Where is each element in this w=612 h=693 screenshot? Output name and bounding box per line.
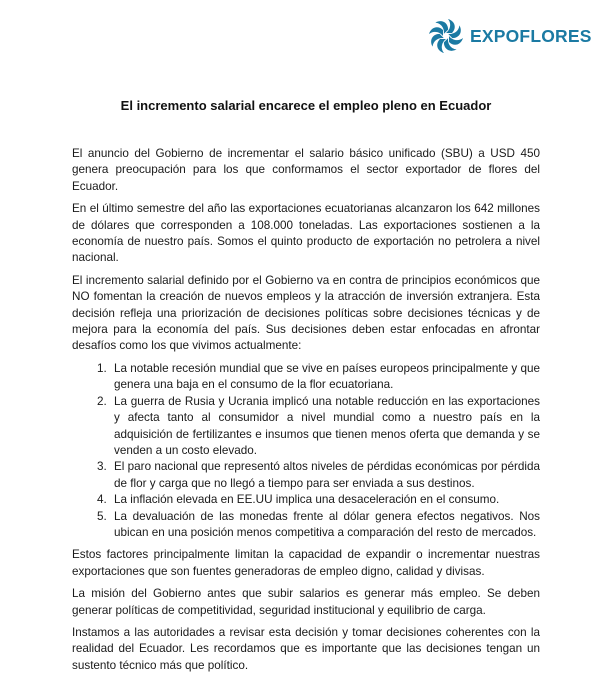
flower-swirl-logo-icon [426,16,466,56]
document-title: El incremento salarial encarece el empleo pleno en Ecuador [120,98,492,113]
list-item: 4. La inflación elevada en EE.UU implica una desaceleración en el consumo. [110,492,540,508]
paragraph: Instamos a las autoridades a revisar esta decisión y tomar decisiones coherentes con la realidad del Ecuador. Les recordamos que es importante que las decisiones tengan un sustento técnico más que político. [72,625,540,672]
paragraph: El incremento salarial definido por el Gobierno va en contra de principios económicos que NO fomentan la creación de nuevos empleos y la atracción de inversión extranjera. Esta decisión refleja una priorización de decisiones políticas sobre decisiones técnicas y de mejora para la economía del país. Sus decisiones deben estar enfocadas en afrontar desafíos como los que vivimos actualmente: [72,273,540,353]
paragraph: En el último semestre del año las exportaciones ecuatorianas alcanzaron los 642 millones de dólares que corresponden a 108.000 toneladas. Las exportaciones sostienen a la economía de nuestro país. Somos el quinto producto de exportación no petrolera a nivel nacional. [72,202,540,265]
list-item: 5. La devaluación de las monedas frente al dólar genera efectos negativos. Nos ubican en una posición menos competitiva a comparación del resto de mercados. [110,509,540,542]
challenges-list [72,361,540,541]
list-item: 3. El paro nacional que representó altos niveles de pérdidas económicas por pérdida de flor y carga que no llegó a tiempo para ser enviada a sus destinos. [110,459,540,492]
list-item: 1. La notable recesión mundial que se vive en países europeos principalmente y que genera una baja en el consumo de la flor ecuatoriana. [110,361,540,394]
expoflores-logo [426,16,592,56]
brand-name: EXPOFLORES [470,25,592,46]
document-body [72,146,540,680]
paragraph: Estos factores principalmente limitan la capacidad de expandir o incrementar nuestras exportaciones que son fuentes generadoras de empleo digno, calidad y divisas. [72,548,540,578]
paragraph: La misión del Gobierno antes que subir salarios es generar más empleo. Se deben generar políticas de competitividad, seguridad institucional y equilibrio de carga. [72,587,540,617]
paragraph: El anuncio del Gobierno de incrementar el salario básico unificado (SBU) a USD 450 genera preocupación para los que conformamos el sector exportador de flores del Ecuador. [72,147,540,193]
list-item: 2. La guerra de Rusia y Ucrania implicó una notable reducción en las exportaciones y afecta tanto al consumidor a nivel mundial como a nuestro país en la adquisición de fertilizantes e insumos que tienen menos oferta que demanda y se venden a un costo elevado. [110,394,540,460]
